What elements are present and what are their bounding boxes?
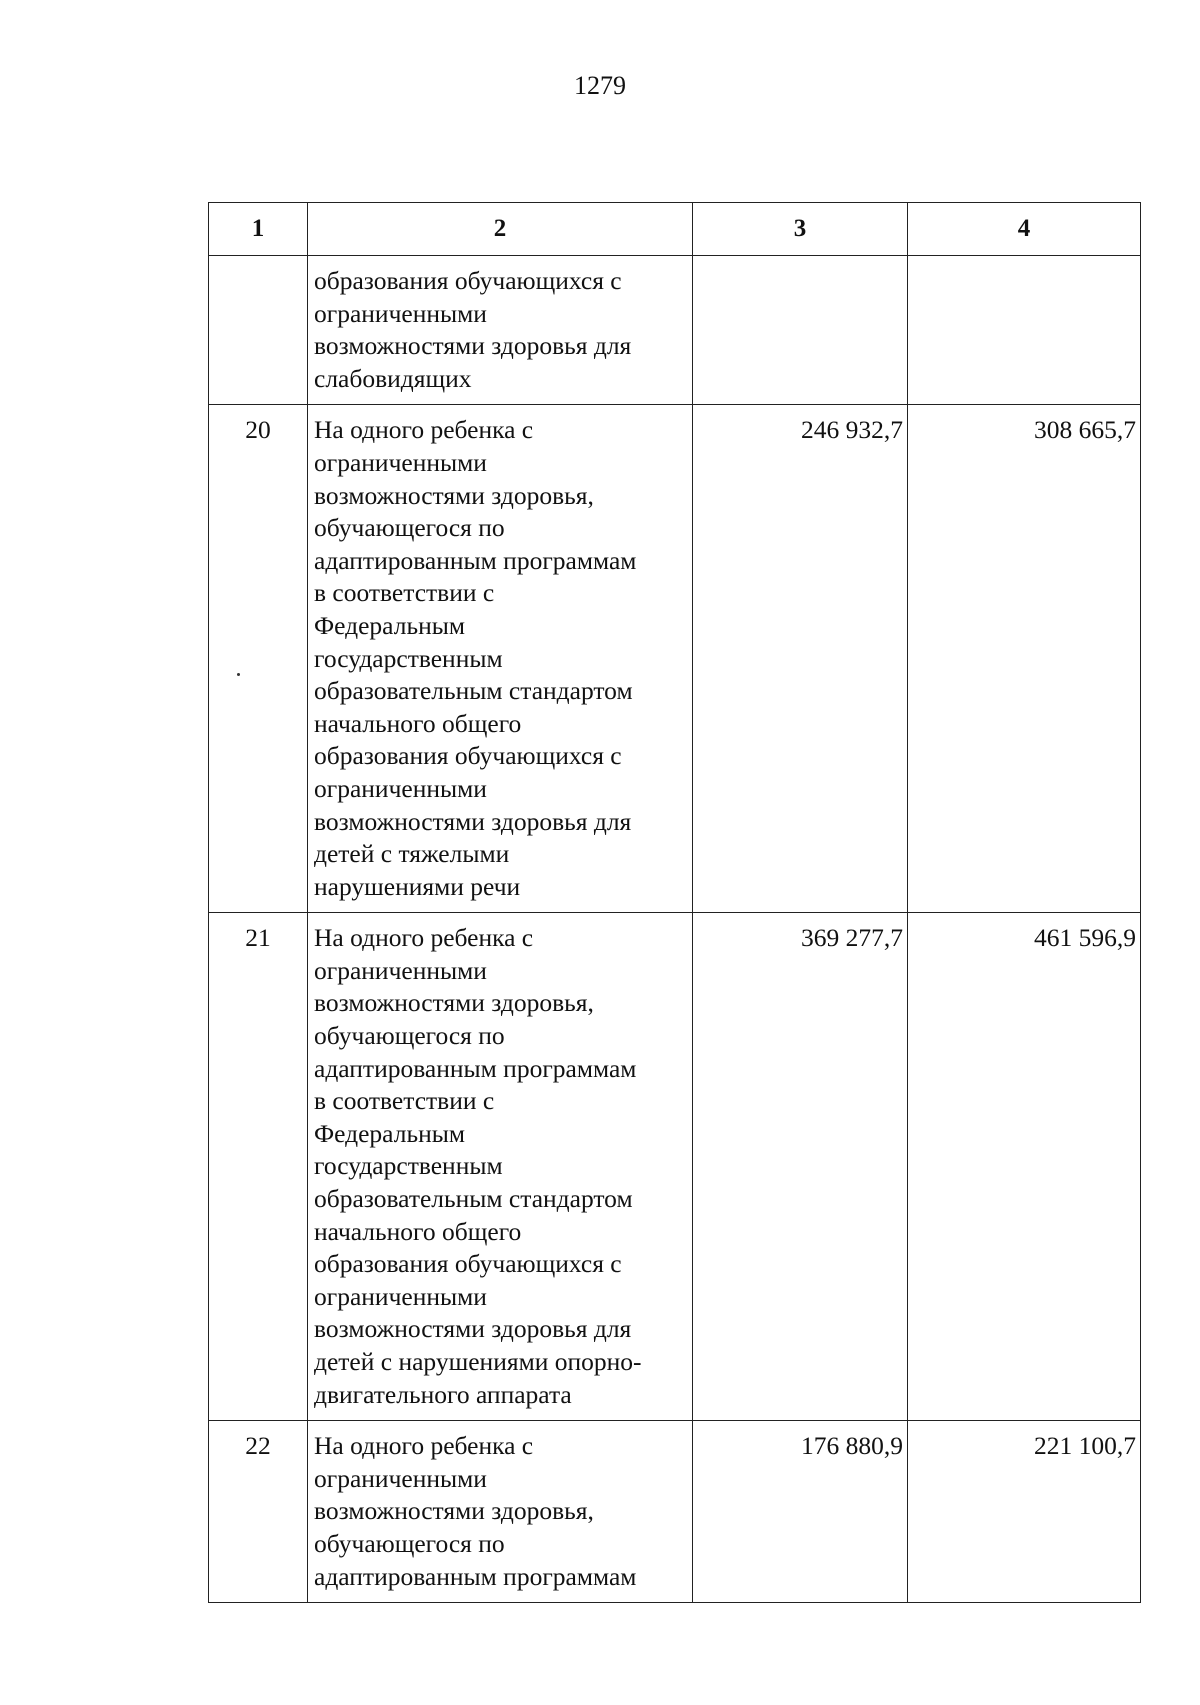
description-line: адаптированным программам <box>314 545 637 575</box>
description-line: возможностями здоровья для <box>314 331 632 361</box>
row-value-col-3: 246 932,7 <box>693 405 908 913</box>
row-description <box>308 1421 693 1603</box>
row-value-col-3 <box>693 256 908 405</box>
table-row <box>209 405 1141 913</box>
description-line: На одного ребенка с <box>314 1431 534 1461</box>
header-row <box>209 203 1141 256</box>
row-value-col-4: 221 100,7 <box>908 1421 1141 1603</box>
header-col-3: 3 <box>693 203 908 256</box>
description-line: ограниченными <box>314 1281 487 1311</box>
description-line: возможностями здоровья для <box>314 1314 632 1344</box>
description-line: На одного ребенка с <box>314 923 534 953</box>
description-line: На одного ребенка с <box>314 415 534 445</box>
description-line: государственным <box>314 1151 503 1181</box>
description-line: возможностями здоровья, <box>314 480 594 510</box>
description-line: слабовидящих <box>314 363 472 393</box>
description-line: ограниченными <box>314 955 487 985</box>
row-value-col-3: 176 880,9 <box>693 1421 908 1603</box>
description-line: возможностями здоровья, <box>314 988 594 1018</box>
description-line: Федеральным <box>314 610 465 640</box>
header-col-4: 4 <box>908 203 1141 256</box>
description-line: образовательным стандартом <box>314 676 633 706</box>
description-line: обучающегося по <box>314 1021 505 1051</box>
row-number: 20 <box>209 405 308 913</box>
row-number: 21 <box>209 913 308 1421</box>
table-row <box>209 1421 1141 1603</box>
header-col-2: 2 <box>308 203 693 256</box>
description-line: адаптированным программам <box>314 1561 637 1591</box>
row-number <box>209 256 308 405</box>
description-line: ограниченными <box>314 298 487 328</box>
row-value-col-4 <box>908 256 1141 405</box>
row-description <box>308 405 693 913</box>
row-value-col-3: 369 277,7 <box>693 913 908 1421</box>
page-number: 1279 <box>574 71 626 100</box>
description-line: образования обучающихся с <box>314 741 622 771</box>
description-line: начального общего <box>314 1216 522 1246</box>
description-line: обучающегося по <box>314 513 505 543</box>
row-description <box>308 913 693 1421</box>
description-line: адаптированным программам <box>314 1053 637 1083</box>
description-line: двигательного аппарата <box>314 1379 572 1409</box>
header-col-1: 1 <box>209 203 308 256</box>
description-line: в соответствии с <box>314 1086 495 1116</box>
description-line: ограниченными <box>314 773 487 803</box>
description-line: образования обучающихся с <box>314 266 622 295</box>
description-line: начального общего <box>314 708 522 738</box>
budget-table <box>208 202 1141 1603</box>
description-line: детей с тяжелыми <box>314 839 510 869</box>
table-body <box>209 256 1141 1603</box>
description-line: государственным <box>314 643 503 673</box>
description-line: нарушениями речи <box>314 871 521 901</box>
row-number: 22 <box>209 1421 308 1603</box>
description-line: образовательным стандартом <box>314 1184 633 1214</box>
row-value-col-4: 308 665,7 <box>908 405 1141 913</box>
description-line: образования обучающихся с <box>314 1249 622 1279</box>
description-line: возможностями здоровья, <box>314 1496 594 1526</box>
description-line: детей с нарушениями опорно- <box>314 1347 642 1376</box>
description-line: ограниченными <box>314 1463 487 1493</box>
description-line: возможностями здоровья для <box>314 806 632 836</box>
table-row <box>209 256 1141 405</box>
description-line: в соответствии с <box>314 578 495 608</box>
table-row <box>209 913 1141 1421</box>
description-line: Федеральным <box>314 1118 465 1148</box>
description-line: ограниченными <box>314 447 487 477</box>
row-description <box>308 256 693 405</box>
description-line: обучающегося по <box>314 1528 505 1558</box>
row-value-col-4: 461 596,9 <box>908 913 1141 1421</box>
